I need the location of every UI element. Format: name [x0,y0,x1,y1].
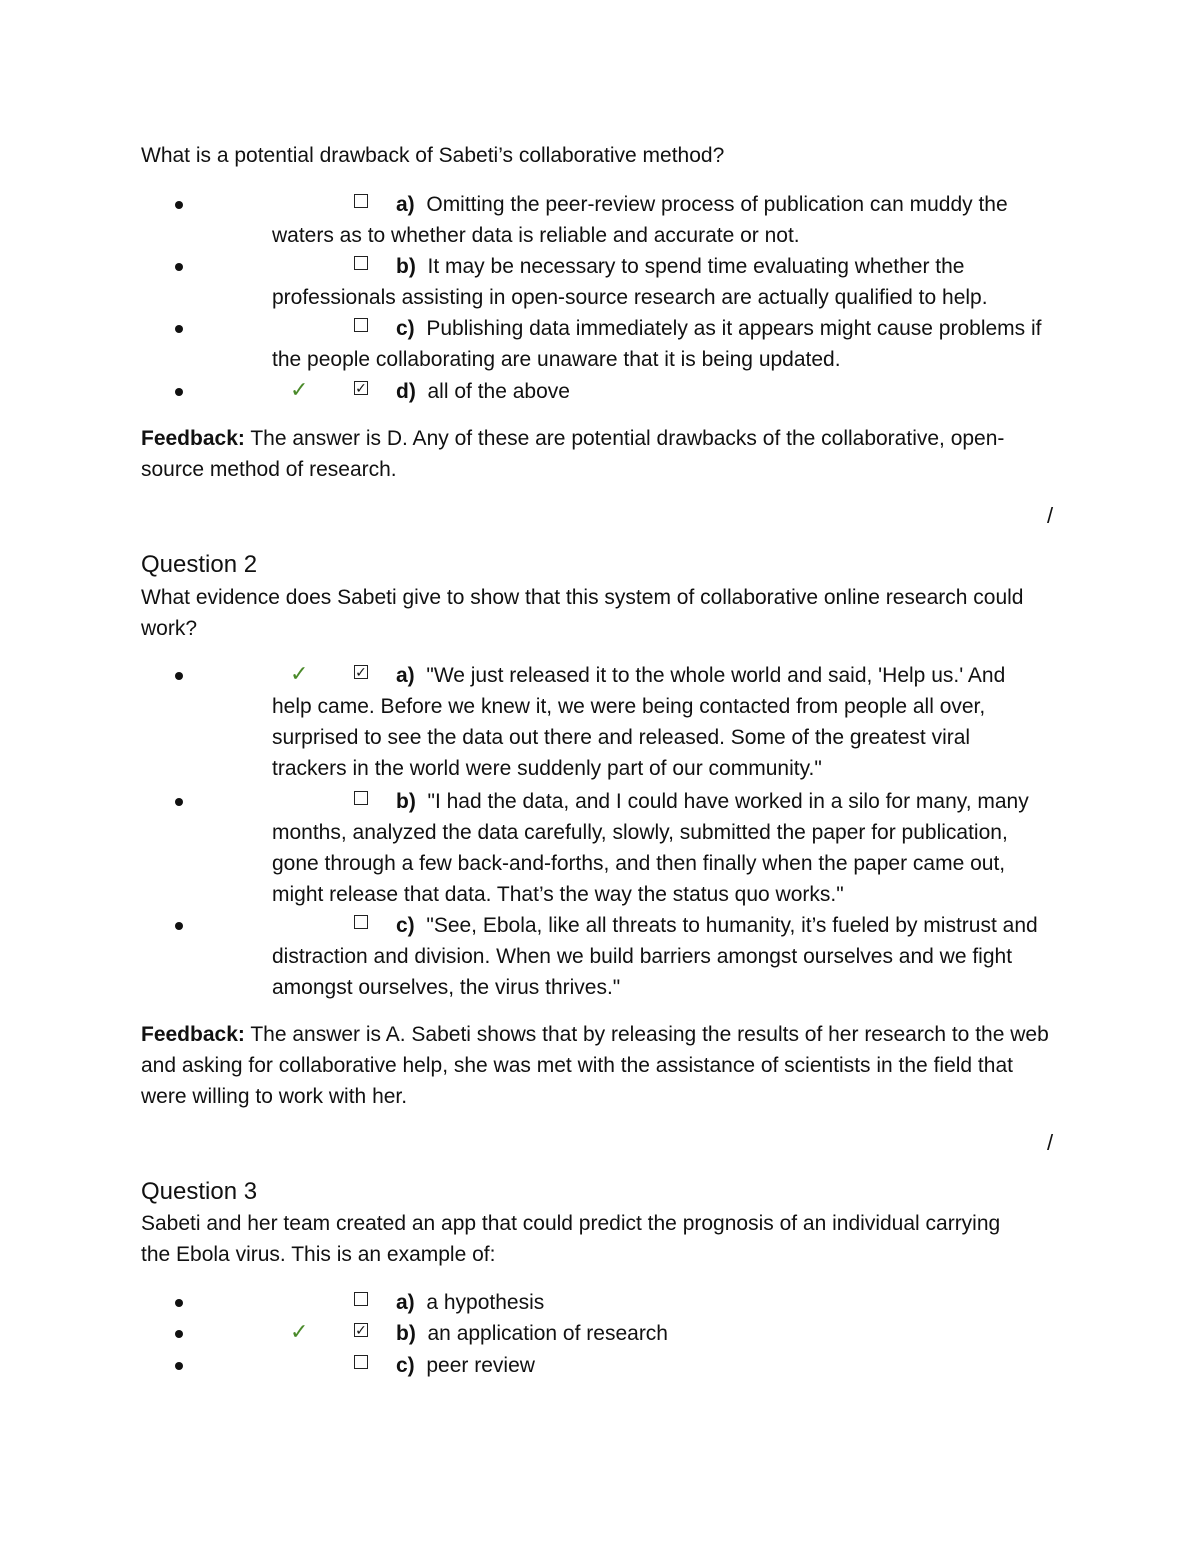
check-icon: ✓ [290,1319,309,1344]
checkbox [354,1355,368,1369]
bullet [175,1362,183,1370]
q1-question: What is a potential drawback of Sabeti’s collaborative method? [141,144,725,167]
document-page: What is a potential drawback of Sabeti’s collaborative method? a) Omitting the peer-review process of publication can muddy the waters as to whether data is reliable and accurate or not. b) It may be necessary to spend time evaluating whether the professionals assisting in open-source research are actually qualified to help. c) Publishing data immediately as it appears might cause problems if the people collaborating are unaware that it is being updated. ✓ ✓ d) all of the above Feedback: The answer is D. Any of these are potential drawbacks of the collaborative, open- source method of research. / Question 2 What evidence does Sabeti give to show that this system of collaborative online research could work? ✓ ✓ a) "We just released it to the whole world and said, 'Help us.' And help came. Before we knew it, we were being contacted from people all over, surprised to see the data out there and released. Some of the greatest viral trackers in the world were suddenly part of our community." b) "I had the data, and I could have worked in a silo for many, many months, analyzed the data carefully, slowly, submitted the paper for publication, gone through a few back-and-forths, and then finally when the paper came out, might release that data. That’s the way the status quo works." c) "See, Ebola, like all threats to humanity, it’s fueled by mistrust and distraction and division. When we build barriers amongst ourselves and we fight amongst ourselves, the virus thrives." Feedback: The answer is A. Sabeti shows that by releasing the results of her research to the web and asking for collaborative help, she was met with the assistance of scientists in the field that were willing to work with her. / Question 3 Sabeti and her team created an app that could predict the prognosis of an individual carrying the Ebola virus. This is an example of: a) a hypothesis ✓ ✓ b) an application of research c) peer review [0,0,1200,1553]
q2-title: Question 2 [141,551,258,578]
checkbox [354,791,368,805]
bullet [175,388,183,396]
q2-feedback: Feedback: The answer is A. Sabeti shows that by releasing the results of her research to the web and asking for collaborative help, she was met with the assistance of scientists in the field that were willing to work with her. [141,1023,1049,1108]
bullet [175,798,183,806]
q2-slash: / [1047,1130,1054,1155]
bullet [175,922,183,930]
checkbox [354,915,368,929]
check-icon: ✓ [290,377,309,402]
q1-feedback: Feedback: The answer is D. Any of these are potential drawbacks of the collaborative, open- source method of research. [141,427,1005,481]
checkbox [354,194,368,208]
q3-title: Question 3 [141,1178,258,1205]
checkbox [354,1292,368,1306]
checkbox-checked: ✓ [355,380,367,396]
bullet [175,263,183,271]
checkbox-checked: ✓ [355,1322,367,1338]
bullet [175,672,183,680]
checkbox [354,256,368,270]
q1-slash: / [1047,503,1054,528]
check-icon: ✓ [290,661,309,686]
q3-question: Sabeti and her team created an app that could predict the prognosis of an individual carrying the Ebola virus. This is an example of: [141,1212,1001,1266]
q2-question: What evidence does Sabeti give to show that this system of collaborative online research could work? [141,586,1024,640]
bullet [175,325,183,333]
bullet [175,201,183,209]
bullet [175,1299,183,1307]
checkbox [354,318,368,332]
bullet [175,1330,183,1338]
checkbox-checked: ✓ [355,664,367,680]
